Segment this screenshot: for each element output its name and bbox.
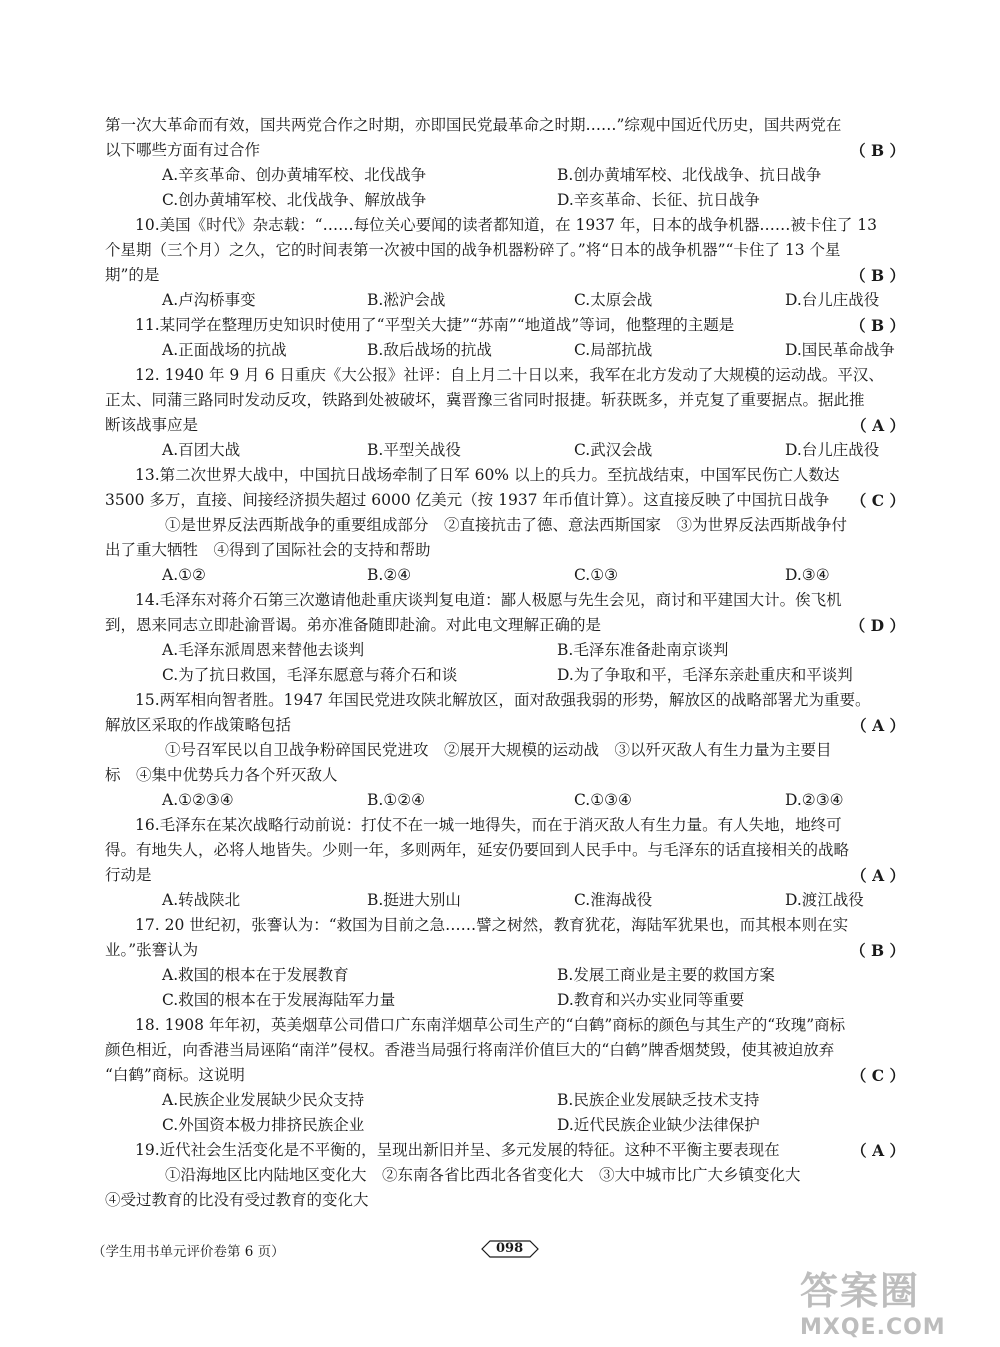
option-b: B.发展工商业是主要的救国方案 <box>557 966 775 984</box>
question-text: 13.第二次世界大战中，中国抗日战场牵制了日军 60% 以上的兵力。至抗战结束，中国军民伤亡人数达 <box>135 466 840 484</box>
question-12-stem-cont <box>105 388 905 413</box>
option-a: A.民族企业发展缺少民众支持 <box>162 1091 365 1109</box>
option-c: C.局部抗战 <box>574 341 653 359</box>
option-c: C.①③ <box>574 566 619 584</box>
question-19-stem <box>105 1138 905 1163</box>
question-18-options-row2 <box>105 1113 905 1138</box>
question-text: 解放区采取的作战策略包括 <box>105 716 292 734</box>
statement-text: 出了重大牺牲 ④得到了国际社会的支持和帮助 <box>105 541 431 559</box>
option-d: D.②③④ <box>785 791 844 809</box>
question-15-stem-end <box>105 713 905 738</box>
question-16-options <box>105 888 905 913</box>
question-12-stem <box>105 363 905 388</box>
question-18-options-row1 <box>105 1088 905 1113</box>
answer-mark: （ B ） <box>850 141 905 160</box>
answer-mark: （ A ） <box>851 716 905 735</box>
question-14-options-row2 <box>105 663 905 688</box>
option-d: D.教育和兴办实业同等重要 <box>557 991 745 1009</box>
question-18-stem-cont <box>105 1038 905 1063</box>
question-text: 17. 20 世纪初，张謇认为：“救国为目前之急……譬之树然，教育犹花，海陆军犹果也，而其根本则在实 <box>135 916 849 934</box>
watermark <box>800 1260 970 1340</box>
page-number <box>478 1238 541 1260</box>
question-17-options-row1 <box>105 963 905 988</box>
question-16-stem <box>105 813 905 838</box>
answer-mark: （ C ） <box>850 491 905 510</box>
question-text: 正太、同蒲三路同时发动反攻，铁路到处被破坏，冀晋豫三省同时报捷。斩获既多，并克复了重要据点。据此推 <box>105 391 865 409</box>
question-13-statements-cont <box>105 538 905 563</box>
option-b: B.毛泽东准备赴南京谈判 <box>557 641 729 659</box>
question-text: 个星期（三个月）之久，它的时间表第一次被中国的战争机器粉碎了。”将“日本的战争机器”“卡住了 13 个星 <box>105 241 841 259</box>
statement-text: ①沿海地区比内陆地区变化大 ②东南各省比西北各省变化大 ③大中城市比广大乡镇变化大 <box>165 1166 801 1184</box>
question-text: 以下哪些方面有过合作 <box>105 141 261 159</box>
question-text: 得。有地失人，必将人地皆失。少则一年，多则两年，延安仍要回到人民手中。与毛泽东的话直接相关的战略 <box>105 841 850 859</box>
question-12-stem-end <box>105 413 905 438</box>
answer-mark: （ B ） <box>850 316 905 335</box>
question-9-stem <box>105 113 905 138</box>
answer-mark: （ B ） <box>850 941 905 960</box>
question-13-stem <box>105 463 905 488</box>
option-a: A.转战陕北 <box>162 891 241 909</box>
question-19-statements <box>105 1163 905 1188</box>
answer-mark: （ A ） <box>851 866 905 885</box>
page-number-text: 098 <box>496 1241 524 1256</box>
question-16-stem-end <box>105 863 905 888</box>
question-text: 16.毛泽东在某次战略行动前说：打仗不在一城一地得失，而在于消灭敌人有生力量。有人失地，地终可 <box>135 816 842 834</box>
option-c: C.①③④ <box>574 791 632 809</box>
question-17-stem-end <box>105 938 905 963</box>
question-15-options <box>105 788 905 813</box>
question-9-stem-end <box>105 138 905 163</box>
question-text: 14.毛泽东对蒋介石第三次邀请他赴重庆谈判复电道：鄙人极愿与先生会见，商讨和平建国大计。俟飞机 <box>135 591 842 609</box>
option-b: B.②④ <box>367 566 412 584</box>
question-10-stem <box>105 213 905 238</box>
option-d: D.台儿庄战役 <box>785 291 880 309</box>
question-text: 业。”张謇认为 <box>105 941 199 959</box>
option-c: C.武汉会战 <box>574 441 653 459</box>
question-15-statements <box>105 738 905 763</box>
question-14-stem <box>105 588 905 613</box>
question-list <box>105 113 905 1213</box>
option-d: D.渡江战役 <box>785 891 864 909</box>
answer-mark: （ A ） <box>851 416 905 435</box>
option-b: B.创办黄埔军校、北伐战争、抗日战争 <box>557 166 822 184</box>
option-a: A.卢沟桥事变 <box>162 291 256 309</box>
option-d: D.③④ <box>785 566 830 584</box>
answer-mark: （ A ） <box>851 1141 905 1160</box>
watermark-url: MXQE.COM <box>800 1315 946 1340</box>
statement-text: ④受过教育的比没有受过教育的变化大 <box>105 1191 369 1209</box>
question-15-statements-cont <box>105 763 905 788</box>
question-13-stem-cont <box>105 488 905 513</box>
question-text: 3500 多万，直接、间接经济损失超过 6000 亿美元（按 1937 年币值计算）。这直接反映了中国抗日战争 <box>105 491 830 509</box>
question-19-statements-cont <box>105 1188 905 1213</box>
question-9-options-row1 <box>105 163 905 188</box>
option-c: C.外国资本极力排挤民族企业 <box>162 1116 365 1134</box>
statement-text: ①号召军民以自卫战争粉碎国民党进攻 ②展开大规模的运动战 ③以歼灭敌人有生力量为主要目 <box>165 741 832 759</box>
question-13-statements <box>105 513 905 538</box>
question-11-stem <box>105 313 905 338</box>
question-18-stem <box>105 1013 905 1038</box>
footer-note: （学生用书单元评价卷第 6 页） <box>92 1244 285 1260</box>
question-text: 颜色相近，向香港当局诬陷“南洋”侵权。香港当局强行将南洋价值巨大的“白鹤”牌香烟焚毁，使其被迫放弃 <box>105 1041 835 1059</box>
statement-text: 标 ④集中优势兵力各个歼灭敌人 <box>105 766 338 784</box>
question-text: 第一次大革命而有效，国共两党合作之时期，亦即国民党最革命之时期……”综观中国近代历史，国共两党在 <box>105 116 842 134</box>
option-b: B.挺进大别山 <box>367 891 461 909</box>
option-c: C.创办黄埔军校、北伐战争、解放战争 <box>162 191 427 209</box>
question-15-stem <box>105 688 905 713</box>
question-text: “白鹤”商标。这说明 <box>105 1066 245 1084</box>
option-d: D.为了争取和平，毛泽东亲赴重庆和平谈判 <box>557 666 853 684</box>
option-b: B.淞沪会战 <box>367 291 446 309</box>
question-text: 19.近代社会生活变化是不平衡的，呈现出新旧并呈、多元发展的特征。这种不平衡主要表现在 <box>135 1141 780 1159</box>
option-a: A.百团大战 <box>162 441 241 459</box>
option-b: B.民族企业发展缺乏技术支持 <box>557 1091 760 1109</box>
question-16-stem-cont <box>105 838 905 863</box>
question-text: 18. 1908 年年初，英美烟草公司借口广东南洋烟草公司生产的“白鹤”商标的颜色与其生产的“玫瑰”商标 <box>135 1016 846 1034</box>
option-c: C.淮海战役 <box>574 891 653 909</box>
option-a: A.①②③④ <box>162 791 234 809</box>
statement-text: ①是世界反法西斯战争的重要组成部分 ②直接抗击了德、意法西斯国家 ③为世界反法西斯战争付 <box>165 516 848 534</box>
option-b: B.①②④ <box>367 791 426 809</box>
option-a: A.救国的根本在于发展教育 <box>162 966 349 984</box>
question-text: 断该战事应是 <box>105 416 199 434</box>
option-a: A.①② <box>162 566 206 584</box>
question-text: 到，恩来同志立即赴渝晋谒。弟亦准备随即赴渝。对此电文理解正确的是 <box>105 616 602 634</box>
question-text: 11.某同学在整理历史知识时使用了“平型关大捷”“苏南”“地道战”等词，他整理的主题是 <box>135 316 735 334</box>
option-a: A.辛亥革命、创办黄埔军校、北伐战争 <box>162 166 427 184</box>
option-b: B.敌后战场的抗战 <box>367 341 492 359</box>
option-d: D.台儿庄战役 <box>785 441 880 459</box>
question-text: 期”的是 <box>105 266 160 284</box>
answer-mark: （ B ） <box>850 266 905 285</box>
question-9-options-row2 <box>105 188 905 213</box>
question-14-options-row1 <box>105 638 905 663</box>
option-a: A.毛泽东派周恩来替他去谈判 <box>162 641 365 659</box>
question-13-options <box>105 563 905 588</box>
question-text: 12. 1940 年 9 月 6 日重庆《大公报》社评：自上月二十日以来，我军在北方发动了大规模的运动战。平汉、 <box>135 366 884 384</box>
option-d: D.辛亥革命、长征、抗日战争 <box>557 191 760 209</box>
question-10-stem-cont <box>105 238 905 263</box>
question-text: 行动是 <box>105 866 152 884</box>
answer-mark: （ D ） <box>849 616 905 635</box>
question-17-stem <box>105 913 905 938</box>
option-c: C.为了抗日救国，毛泽东愿意与蒋介石和谈 <box>162 666 458 684</box>
option-c: C.太原会战 <box>574 291 653 309</box>
question-17-options-row2 <box>105 988 905 1013</box>
watermark-logo-text: 答案圈 <box>800 1268 921 1313</box>
question-18-stem-end <box>105 1063 905 1088</box>
option-d: D.国民革命战争 <box>785 341 895 359</box>
answer-mark: （ C ） <box>850 1066 905 1085</box>
option-d: D.近代民族企业缺少法律保护 <box>557 1116 760 1134</box>
question-text: 15.两军相向智者胜。1947 年国民党进攻陕北解放区，面对敌强我弱的形势，解放区的战略部署尤为重要。 <box>135 691 871 709</box>
question-10-stem-end <box>105 263 905 288</box>
question-10-options <box>105 288 905 313</box>
question-11-options <box>105 338 905 363</box>
option-b: B.平型关战役 <box>367 441 461 459</box>
question-text: 10.美国《时代》杂志载：“……每位关心要闻的读者都知道，在 1937 年，日本的战争机器……被卡住了 13 <box>135 216 878 234</box>
option-a: A.正面战场的抗战 <box>162 341 287 359</box>
option-c: C.救国的根本在于发展海陆军力量 <box>162 991 396 1009</box>
question-12-options <box>105 438 905 463</box>
question-14-stem-end <box>105 613 905 638</box>
